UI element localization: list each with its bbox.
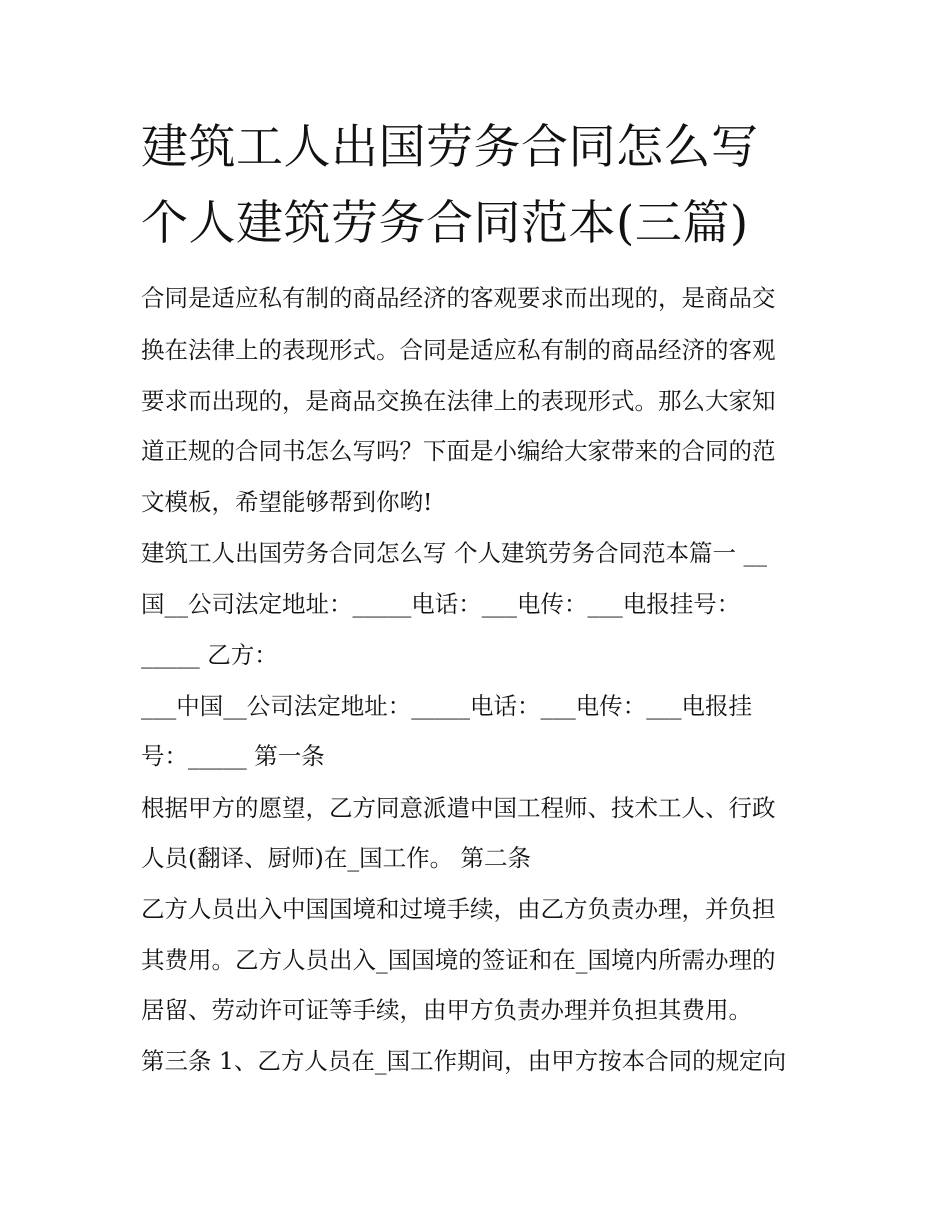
body-line: 文模板，希望能够帮到你哟! bbox=[141, 488, 433, 516]
body-line: 要求而出现的，是商品交换在法律上的表现形式。那么大家知 bbox=[141, 387, 776, 415]
body-line: _____ 乙方： bbox=[141, 641, 278, 669]
body-line: 乙方人员出入中国国境和过境手续，由乙方负责办理，并负担 bbox=[141, 895, 776, 923]
document-title-line-2: 个人建筑劳务合同范本(三篇) bbox=[141, 196, 749, 251]
body-line: 号：_____ 第一条 bbox=[141, 742, 325, 770]
body-line: 居留、劳动许可证等手续，由甲方负责办理并负担其费用。 bbox=[141, 996, 752, 1024]
body-line: 人员(翻译、厨师)在_国工作。 第二条 bbox=[141, 844, 532, 872]
body-line: 其费用。乙方人员出入_国国境的签证和在_国境内所需办理的 bbox=[141, 946, 776, 974]
body-line: 道正规的合同书怎么写吗？下面是小编给大家带来的合同的范 bbox=[141, 437, 776, 465]
body-line: 合同是适应私有制的商品经济的客观要求而出现的，是商品交 bbox=[141, 284, 776, 312]
body-line: 根据甲方的愿望，乙方同意派遣中国工程师、技术工人、行政 bbox=[141, 794, 776, 822]
body-line: 建筑工人出国劳务合同怎么写 个人建筑劳务合同范本篇一 __ bbox=[141, 539, 767, 567]
body-line: 国__公司法定地址：_____电话：___电传：___电报挂号： bbox=[141, 590, 741, 618]
document-title-line-1: 建筑工人出国劳务合同怎么写 bbox=[141, 120, 759, 175]
body-line: ___中国__公司法定地址：_____电话：___电传：___电报挂 bbox=[141, 692, 752, 720]
body-line: 换在法律上的表现形式。合同是适应私有制的商品经济的客观 bbox=[141, 336, 776, 364]
body-line: 第三条 1、乙方人员在_国工作期间，由甲方按本合同的规定向 bbox=[141, 1047, 787, 1075]
